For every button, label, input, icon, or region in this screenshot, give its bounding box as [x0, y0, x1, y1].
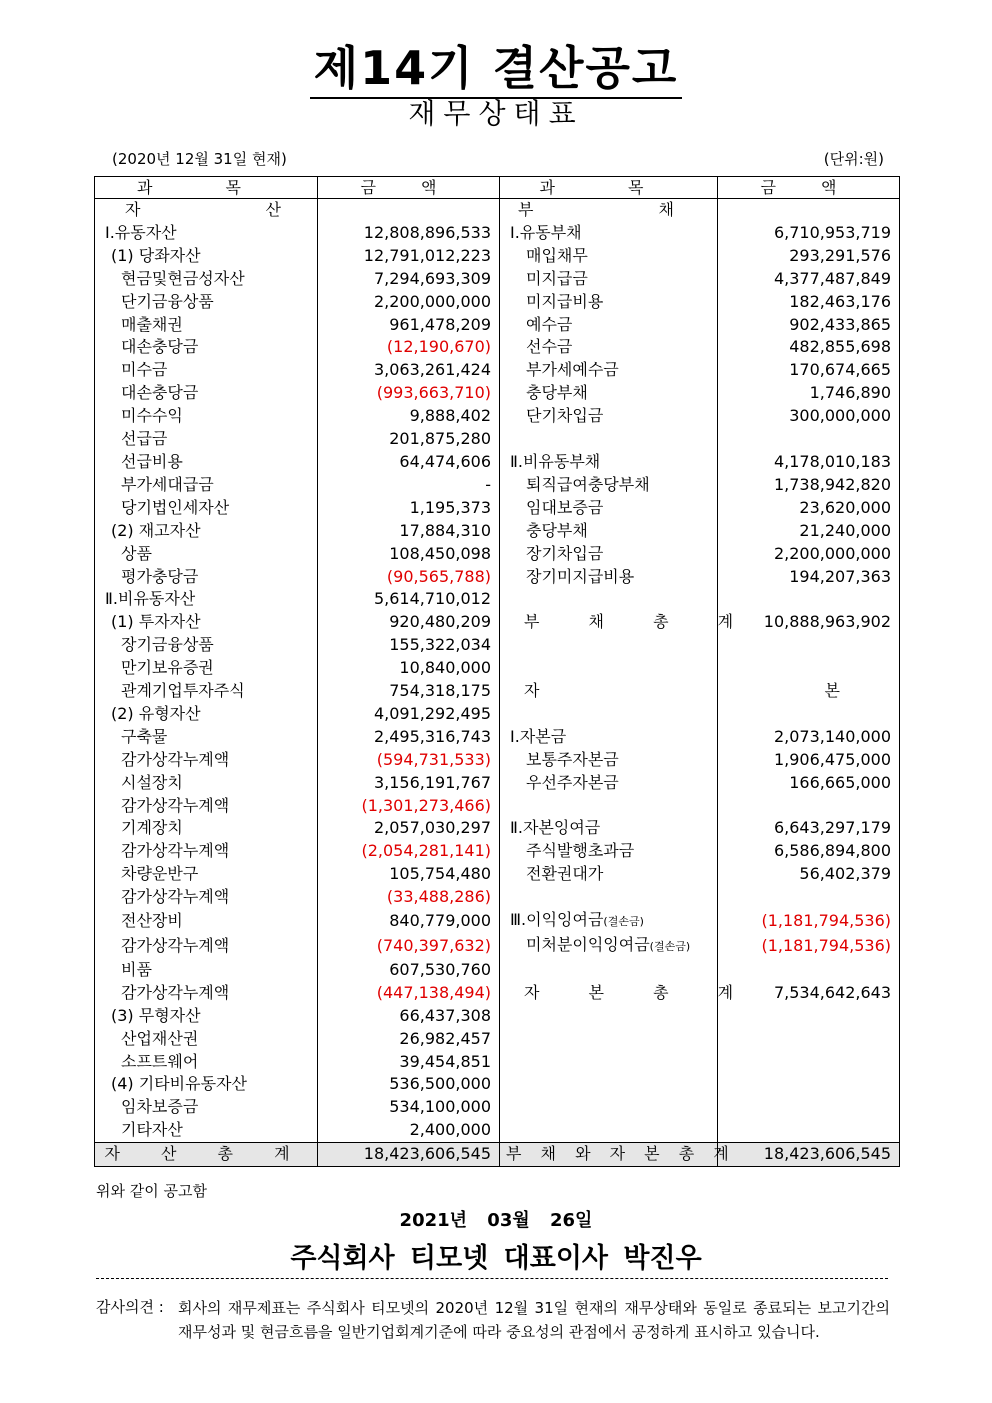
left-amount: (33,488,286): [318, 886, 500, 909]
right-account-label: 주식발행초과금: [526, 841, 635, 861]
right-account: [500, 268, 718, 291]
table-row: [95, 291, 900, 314]
left-account: 감가상각누계액: [95, 934, 318, 959]
table-row: [95, 314, 900, 337]
left-account: 감가상각누계액: [95, 840, 318, 863]
left-account: 미수금: [95, 359, 318, 382]
right-account-label: 충당부채: [526, 383, 588, 403]
left-account: 대손충당금: [95, 336, 318, 359]
right-account-label: 자 본 총 계: [524, 982, 756, 1002]
right-account-label: 충당부채: [526, 520, 588, 540]
left-account: 만기보유증권: [95, 657, 318, 680]
right-amount: [718, 959, 900, 982]
right-amount: 6,643,297,179: [718, 817, 900, 840]
right-account: [500, 982, 756, 1005]
left-account: (1) 당좌자산: [95, 245, 318, 268]
right-account-label: Ⅰ.자본금: [510, 726, 567, 746]
right-account: [500, 543, 718, 566]
right-account: [500, 657, 718, 680]
table-row: [95, 680, 900, 703]
left-amount: 66,437,308: [318, 1005, 500, 1028]
right-account: [500, 817, 718, 840]
table-row: [95, 497, 900, 520]
right-account-label: 장기미지급비용: [526, 566, 635, 586]
deficit-note: (결손금): [603, 915, 644, 929]
left-account: 시설장치: [95, 772, 318, 795]
right-account: [500, 886, 718, 909]
table-row: [95, 222, 900, 245]
right-account: [500, 199, 734, 222]
right-account-label: 장기차입금: [526, 543, 604, 563]
left-amount: 2,057,030,297: [318, 817, 500, 840]
company-signature: 주식회사 티모넷 대표이사 박진우: [290, 1243, 702, 1274]
table-row: [95, 1028, 900, 1051]
right-account-label: 전환권대가: [526, 864, 604, 884]
totals-row: [95, 1143, 900, 1167]
right-account: [500, 245, 718, 268]
table-row: [95, 520, 900, 543]
table-row: [95, 959, 900, 982]
header-amount-right: 금 액: [718, 177, 900, 199]
right-account: [500, 749, 718, 772]
right-account-label: 부가세예수금: [526, 360, 619, 380]
right-amount: [718, 1028, 900, 1051]
right-account: [500, 1119, 718, 1142]
left-amount: 64,474,606: [318, 451, 500, 474]
left-amount: (594,731,533): [318, 749, 500, 772]
left-account: 선급비용: [95, 451, 318, 474]
right-amount: 166,665,000: [718, 772, 900, 795]
total-assets-value: 18,423,606,545: [318, 1143, 500, 1167]
left-amount: 12,808,896,533: [318, 222, 500, 245]
right-amount: [718, 1119, 900, 1142]
right-account: [500, 405, 718, 428]
left-account: 당기법인세자산: [95, 497, 318, 520]
right-account-label: 선수금: [526, 337, 573, 357]
left-account: 매출채권: [95, 314, 318, 337]
right-amount: 1,746,890: [718, 382, 900, 405]
right-amount: 1,738,942,820: [718, 474, 900, 497]
left-amount: (1,301,273,466): [318, 795, 500, 818]
left-account: (4) 기타비유동자산: [95, 1073, 318, 1096]
left-amount: 17,884,310: [318, 520, 500, 543]
table-row: [95, 359, 900, 382]
deficit-note: (결손금): [649, 940, 691, 953]
right-account: [500, 382, 718, 405]
right-account-label: 자 본: [524, 681, 980, 701]
left-amount: (90,565,788): [318, 566, 500, 589]
right-amount: (1,181,794,536): [718, 934, 900, 959]
right-amount: 2,073,140,000: [718, 726, 900, 749]
right-amount: 21,240,000: [718, 520, 900, 543]
right-amount: [718, 199, 900, 222]
right-account-label: 단기차입금: [526, 406, 604, 426]
right-account: [500, 840, 718, 863]
table-row: [95, 863, 900, 886]
unit-label: (단위:원): [823, 150, 884, 168]
table-row: [95, 268, 900, 291]
table-row: [95, 1051, 900, 1074]
table-row: [95, 566, 900, 589]
right-account: [500, 1005, 718, 1028]
right-amount: [718, 886, 900, 909]
right-amount: 6,710,953,719: [718, 222, 900, 245]
left-account: 부가세대급금: [95, 474, 318, 497]
publication-date: 2021년 03월 26일: [399, 1210, 593, 1231]
right-account: [500, 336, 718, 359]
table-header: [95, 177, 900, 199]
right-account-label: 매입채무: [526, 245, 588, 265]
left-account: 평가충당금: [95, 566, 318, 589]
notice-text: 위와 같이 공고함: [96, 1182, 207, 1200]
left-account: 기계장치: [95, 817, 318, 840]
right-account: [500, 566, 718, 589]
left-account: 구축물: [95, 726, 318, 749]
table-row: [95, 611, 900, 634]
left-amount: -: [318, 474, 500, 497]
right-account: [500, 680, 980, 703]
header-account-right: 과 목: [500, 177, 718, 199]
table-row: [95, 909, 900, 934]
table-row: [95, 795, 900, 818]
table-row: [95, 199, 900, 222]
right-amount: 56,402,379: [718, 863, 900, 886]
right-amount: [718, 428, 900, 451]
right-account: [500, 520, 718, 543]
table-row: [95, 382, 900, 405]
right-account: [500, 222, 718, 245]
table-row: [95, 588, 900, 611]
right-account-label: 우선주자본금: [526, 772, 619, 792]
right-account-label: Ⅲ.이익잉여금: [510, 910, 604, 930]
table-row: [95, 405, 900, 428]
left-account: 현금및현금성자산: [95, 268, 318, 291]
left-account: (3) 무형자산: [95, 1005, 318, 1028]
left-amount: 5,614,710,012: [318, 588, 500, 611]
right-account: [500, 909, 718, 934]
table-row: [95, 982, 900, 1005]
right-amount: 182,463,176: [718, 291, 900, 314]
left-amount: 840,779,000: [318, 909, 500, 934]
right-account: [500, 1051, 718, 1074]
left-account: Ⅱ.비유동자산: [95, 588, 318, 611]
right-account-label: 미지급비용: [526, 291, 604, 311]
table-row: [95, 634, 900, 657]
left-account: 자 산: [95, 199, 318, 222]
divider: [96, 1278, 888, 1279]
right-amount: [718, 1096, 900, 1119]
right-account: [500, 474, 718, 497]
left-amount: 961,478,209: [318, 314, 500, 337]
right-amount: 482,855,698: [718, 336, 900, 359]
audit-opinion-text: 회사의 재무제표는 주식회사 티모넷의 2020년 12월 31일 현재의 재무상태와 동일로 종료되는 보고기간의 재무성과 및 현금흐름을 일반기업회계기준에 따라 중요성의 관점에서 공정하게 표시하고 있습니다.: [178, 1299, 890, 1341]
right-account-label: Ⅱ.비유동부채: [510, 451, 601, 471]
left-account: 소프트웨어: [95, 1051, 318, 1074]
left-account: (2) 유형자산: [95, 703, 318, 726]
right-amount: [718, 588, 900, 611]
right-account-label: 미지급금: [526, 268, 588, 288]
left-amount: 534,100,000: [318, 1096, 500, 1119]
left-amount: 2,495,316,743: [318, 726, 500, 749]
right-amount: [718, 1073, 900, 1096]
right-amount: 902,433,865: [718, 314, 900, 337]
left-amount: 105,754,480: [318, 863, 500, 886]
right-account: [500, 772, 718, 795]
table-row: [95, 772, 900, 795]
left-amount: 1,195,373: [318, 497, 500, 520]
table-row: [95, 1119, 900, 1142]
table-row: [95, 1073, 900, 1096]
left-account: 산업재산권: [95, 1028, 318, 1051]
left-account: 단기금융상품: [95, 291, 318, 314]
left-amount: (2,054,281,141): [318, 840, 500, 863]
right-account-label: 부 채: [518, 200, 734, 219]
left-amount: 4,091,292,495: [318, 703, 500, 726]
left-amount: 2,200,000,000: [318, 291, 500, 314]
left-amount: 3,063,261,424: [318, 359, 500, 382]
left-amount: 2,400,000: [318, 1119, 500, 1142]
right-amount: [718, 1005, 900, 1028]
left-account: 관계기업투자주식: [95, 680, 318, 703]
left-amount: 607,530,760: [318, 959, 500, 982]
right-amount: 293,291,576: [718, 245, 900, 268]
left-amount: 39,454,851: [318, 1051, 500, 1074]
right-amount: [718, 1051, 900, 1074]
table-row: [95, 703, 900, 726]
right-account: [500, 588, 718, 611]
left-amount: 12,791,012,223: [318, 245, 500, 268]
left-account: 감가상각누계액: [95, 749, 318, 772]
left-amount: 26,982,457: [318, 1028, 500, 1051]
table-row: [95, 657, 900, 680]
report-date: (2020년 12월 31일 현재): [112, 150, 287, 168]
audit-opinion-label: 감사의견 :: [96, 1298, 164, 1316]
right-account: [500, 611, 756, 634]
right-account: [500, 314, 718, 337]
right-account-label: 보통주자본금: [526, 749, 619, 769]
right-amount: 7,534,642,643: [718, 982, 900, 1005]
left-account: 감가상각누계액: [95, 795, 318, 818]
left-amount: 201,875,280: [318, 428, 500, 451]
table-row: [95, 840, 900, 863]
left-amount: 155,322,034: [318, 634, 500, 657]
right-amount: 194,207,363: [718, 566, 900, 589]
left-account: 임차보증금: [95, 1096, 318, 1119]
right-account: [500, 1073, 718, 1096]
right-account: [500, 451, 718, 474]
header-account-left: 과 목: [95, 177, 318, 199]
right-amount: [718, 634, 900, 657]
right-account: [500, 959, 718, 982]
left-amount: 9,888,402: [318, 405, 500, 428]
header-amount-left: 금 액: [318, 177, 500, 199]
right-account-label: 미처분이익잉여금: [526, 935, 650, 954]
left-amount: 754,318,175: [318, 680, 500, 703]
left-amount: (12,190,670): [318, 336, 500, 359]
left-amount: 536,500,000: [318, 1073, 500, 1096]
right-account: [500, 703, 718, 726]
page-title: 제14기 결산공고: [0, 32, 992, 98]
right-account: [500, 1028, 718, 1051]
right-amount: 23,620,000: [718, 497, 900, 520]
right-account-label: 퇴직급여충당부채: [526, 474, 650, 494]
left-account: 감가상각누계액: [95, 886, 318, 909]
table-row: [95, 749, 900, 772]
page-subtitle: 재무상태표: [408, 97, 584, 130]
right-account-label: Ⅱ.자본잉여금: [510, 818, 601, 838]
left-amount: 108,450,098: [318, 543, 500, 566]
total-liabilities-equity-value: 18,423,606,545: [718, 1143, 900, 1167]
right-amount: 1,906,475,000: [718, 749, 900, 772]
right-amount: 4,377,487,849: [718, 268, 900, 291]
right-account-label: 예수금: [526, 314, 573, 334]
left-amount: 3,156,191,767: [318, 772, 500, 795]
left-amount: (447,138,494): [318, 982, 500, 1005]
right-account: [500, 428, 718, 451]
right-account-label: Ⅰ.유동부채: [510, 222, 582, 242]
right-account: [500, 291, 718, 314]
left-amount: [318, 199, 500, 222]
table-row: [95, 1005, 900, 1028]
right-amount: [718, 795, 900, 818]
left-amount: 10,840,000: [318, 657, 500, 680]
table-row: [95, 726, 900, 749]
left-amount: (740,397,632): [318, 934, 500, 959]
right-account: [500, 1096, 718, 1119]
left-account: 상품: [95, 543, 318, 566]
right-account: [500, 359, 718, 382]
right-account: [500, 726, 718, 749]
right-amount: 300,000,000: [718, 405, 900, 428]
table-row: [95, 1096, 900, 1119]
left-account: (2) 재고자산: [95, 520, 318, 543]
right-account-label: 임대보증금: [526, 497, 604, 517]
table-row: [95, 474, 900, 497]
table-row: [95, 934, 900, 959]
right-account: [500, 863, 718, 886]
left-account: 전산장비: [95, 909, 318, 934]
table-row: [95, 336, 900, 359]
right-amount: 4,178,010,183: [718, 451, 900, 474]
right-amount: 6,586,894,800: [718, 840, 900, 863]
right-amount: 170,674,665: [718, 359, 900, 382]
left-account: Ⅰ.유동자산: [95, 222, 318, 245]
left-amount: 7,294,693,309: [318, 268, 500, 291]
total-liabilities-equity-label: 부 채 와 자 본 총 계: [500, 1143, 718, 1167]
right-amount: [718, 703, 900, 726]
total-assets-label: 자 산 총 계: [95, 1143, 318, 1167]
right-account-label: 부 채 총 계: [524, 612, 756, 632]
right-amount: 2,200,000,000: [718, 543, 900, 566]
right-amount: [718, 657, 900, 680]
left-account: 선급금: [95, 428, 318, 451]
right-amount: (1,181,794,536): [718, 909, 900, 934]
left-account: 대손충당금: [95, 382, 318, 405]
left-account: (1) 투자자산: [95, 611, 318, 634]
table-row: [95, 428, 900, 451]
left-account: 장기금융상품: [95, 634, 318, 657]
left-account: 차량운반구: [95, 863, 318, 886]
left-amount: (993,663,710): [318, 382, 500, 405]
right-account: [500, 795, 718, 818]
right-account: [500, 634, 718, 657]
table-row: [95, 451, 900, 474]
right-account: [500, 934, 718, 959]
left-account: 기타자산: [95, 1119, 318, 1142]
left-amount: 920,480,209: [318, 611, 500, 634]
table-row: [95, 245, 900, 268]
left-account: 미수수익: [95, 405, 318, 428]
left-account: 비품: [95, 959, 318, 982]
balance-sheet-table: [94, 176, 980, 1167]
right-account: [500, 497, 718, 520]
table-row: [95, 817, 900, 840]
left-account: 감가상각누계액: [95, 982, 318, 1005]
table-row: [95, 543, 900, 566]
right-amount: 10,888,963,902: [718, 611, 900, 634]
table-row: [95, 886, 900, 909]
